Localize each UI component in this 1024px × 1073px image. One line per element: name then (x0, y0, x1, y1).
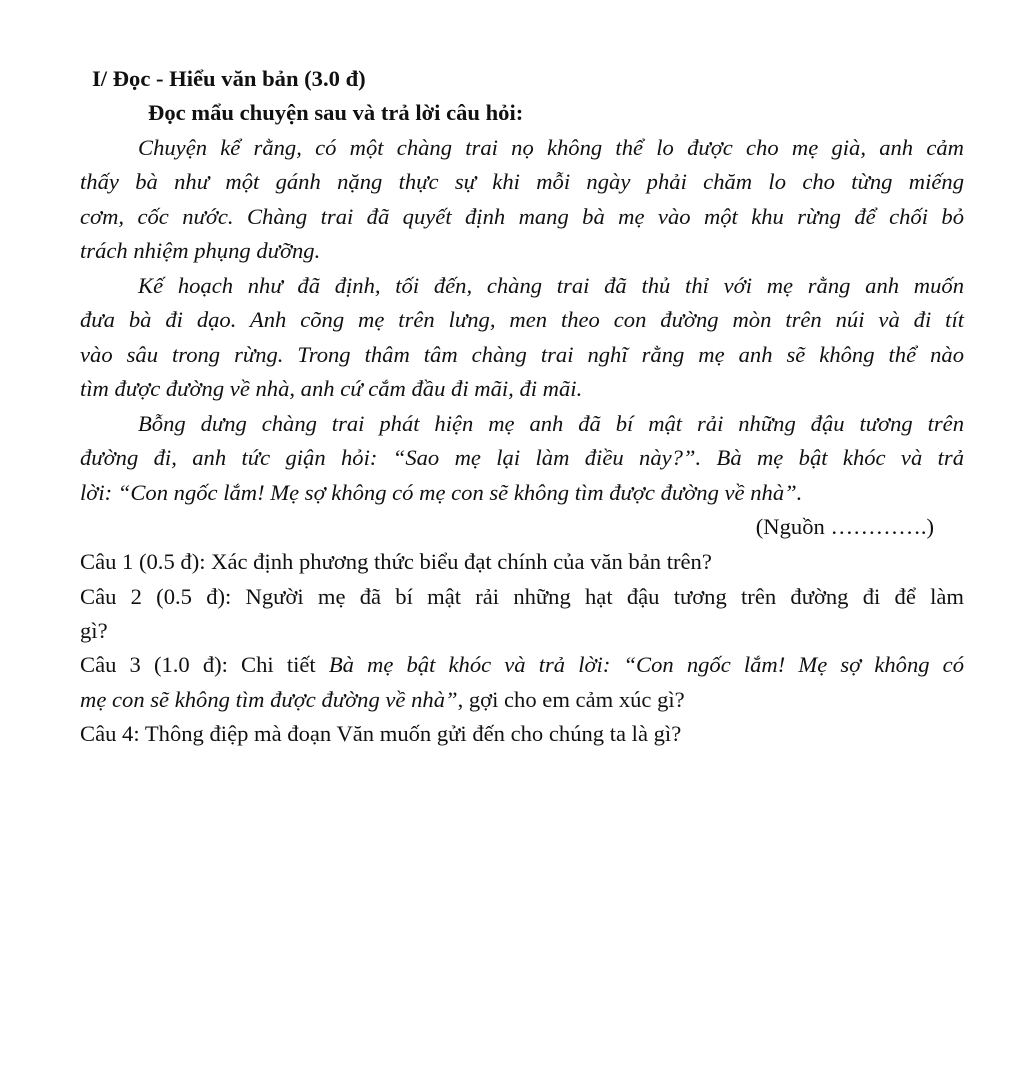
question-2-line-1: Câu 2 (0.5 đ): Người mẹ đã bí mật rải những hạt đậu tương trên đường đi để làm (80, 583, 964, 609)
question-3-suffix: , gợi cho em cảm xúc gì? (457, 686, 685, 712)
question-1: Câu 1 (0.5 đ): Xác định phương thức biểu đạt chính của văn bản trên? (80, 549, 712, 575)
reading-instruction: Đọc mẩu chuyện sau và trả lời câu hỏi: (148, 100, 524, 126)
story-line: vào sâu trong rừng. Trong thâm tâm chàng trai nghĩ rằng mẹ anh sẽ không thể nào (80, 341, 964, 367)
story-line: Chuyện kể rằng, có một chàng trai nọ không thể lo được cho mẹ già, anh cảm (138, 134, 964, 160)
story-line: Kế hoạch như đã định, tối đến, chàng trai đã thủ thỉ với mẹ rằng anh muốn (138, 272, 964, 298)
section-title: I/ Đọc - Hiểu văn bản (3.0 đ) (92, 66, 366, 91)
story-source: (Nguồn ………….) (755, 514, 934, 540)
question-4: Câu 4: Thông điệp mà đoạn Văn muốn gửi đến cho chúng ta là gì? (80, 721, 682, 747)
story-line: lời: “Con ngốc lắm! Mẹ sợ không có mẹ con sẽ không tìm được đường về nhà”. (80, 479, 803, 505)
story-paragraph-1 (80, 131, 964, 269)
story-line: trách nhiệm phụng dưỡng. (80, 238, 321, 264)
story-paragraph-2 (80, 269, 964, 407)
question-3-line-2 (80, 683, 964, 717)
story-line: đường đi, anh tức giận hỏi: “Sao mẹ lại làm điều này?”. Bà mẹ bật khóc và trả (80, 445, 964, 471)
question-3-line-1 (80, 648, 964, 682)
question-2-line-2: gì? (80, 618, 108, 643)
story-line: cơm, cốc nước. Chàng trai đã quyết định mang bà mẹ vào một khu rừng để chối bỏ (80, 203, 964, 229)
exam-document (80, 62, 964, 752)
question-3-quote-end: mẹ con sẽ không tìm được đường về nhà” (80, 686, 458, 712)
question-3-quote: Bà mẹ bật khóc và trả lời: “Con ngốc lắm! Mẹ sợ không có (328, 652, 965, 678)
story-paragraph-3 (80, 407, 964, 545)
story-line: tìm được đường về nhà, anh cứ cắm đầu đi mãi, đi mãi. (80, 376, 583, 402)
question-3-prefix: Câu 3 (1.0 đ): Chi tiết (80, 652, 329, 678)
story-line: đưa bà đi dạo. Anh cõng mẹ trên lưng, men theo con đường mòn trên núi và đi tít (80, 307, 964, 333)
question-list (80, 545, 964, 751)
story-line: Bỗng dưng chàng trai phát hiện mẹ anh đã bí mật rải những đậu tương trên (138, 411, 964, 437)
story-line: thấy bà như một gánh nặng thực sự khi mỗi ngày phải chăm lo cho từng miếng (80, 169, 964, 195)
